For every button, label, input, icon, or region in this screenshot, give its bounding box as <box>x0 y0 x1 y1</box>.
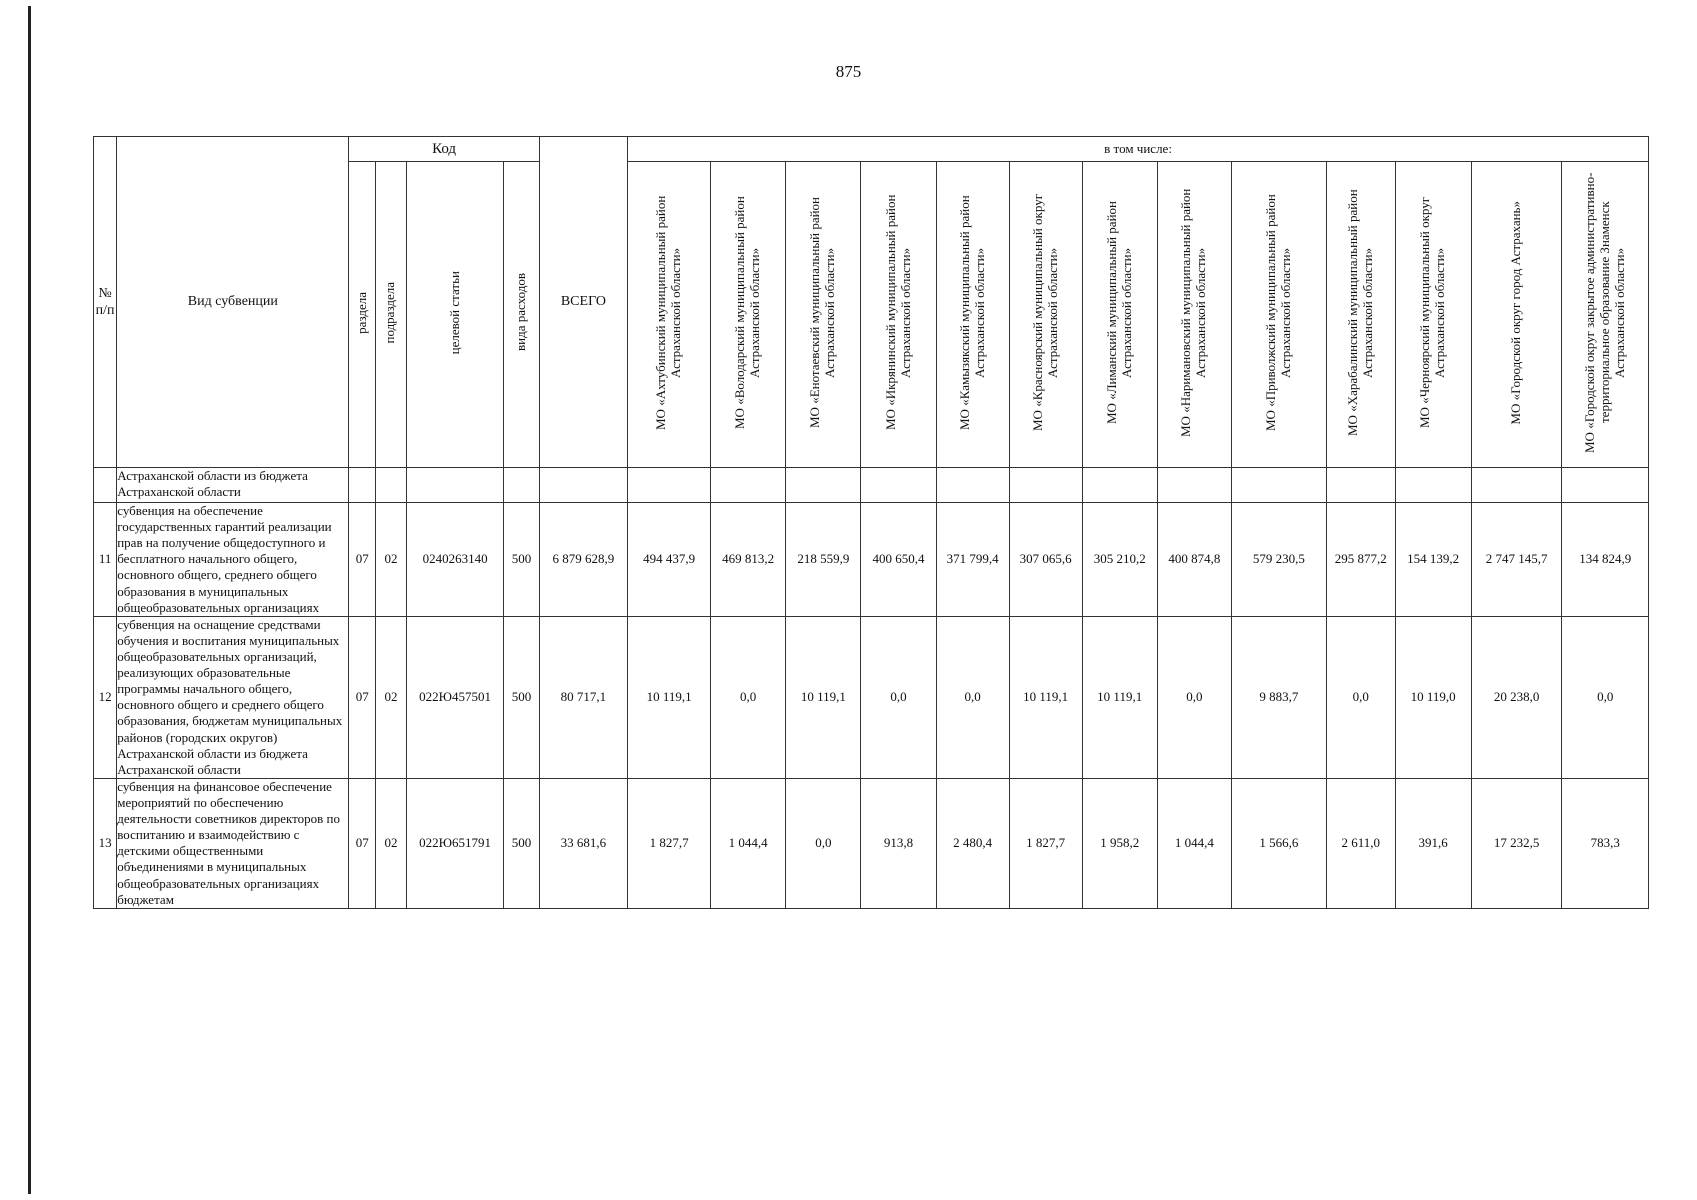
value-cell: 9 883,7 <box>1231 616 1326 778</box>
value-cell: 400 650,4 <box>861 503 936 617</box>
value-cell: 0,0 <box>1157 616 1231 778</box>
table-cell <box>349 468 376 503</box>
header-mo-znamensk: МО «Городской округ закрытое административно-территориальное образование Знаменск Астраханской области» <box>1562 162 1649 468</box>
header-mo-kharabalinsky: МО «Харабалинский муниципальный район Астраханской области» <box>1326 162 1395 468</box>
table-cell <box>1326 468 1395 503</box>
value-cell: 1 827,7 <box>628 778 711 908</box>
header-type: Вид субвенции <box>117 137 349 468</box>
value-cell: 0,0 <box>786 778 861 908</box>
continuation-text: Астраханской области из бюджета Астраханской области <box>117 468 349 503</box>
row-description: субвенция на финансовое обеспечение мероприятий по обеспечению деятельности советников директоров по воспитанию и взаимодействию с детскими общественными объединениями в муниципальных общеобразовательных организациях бюджетам <box>117 778 349 908</box>
table-cell <box>406 468 503 503</box>
value-cell: 400 874,8 <box>1157 503 1231 617</box>
table-cell <box>936 468 1009 503</box>
value-cell: 0,0 <box>1326 616 1395 778</box>
table-cell <box>375 468 406 503</box>
row-total: 6 879 628,9 <box>539 503 627 617</box>
value-cell: 1 044,4 <box>711 778 786 908</box>
value-cell: 218 559,9 <box>786 503 861 617</box>
value-cell: 17 232,5 <box>1471 778 1562 908</box>
row-razdel: 07 <box>349 616 376 778</box>
value-cell: 295 877,2 <box>1326 503 1395 617</box>
value-cell: 1 827,7 <box>1009 778 1082 908</box>
value-cell: 2 611,0 <box>1326 778 1395 908</box>
page-number: 875 <box>835 62 862 81</box>
header-mo-astrakhan: МО «Городской округ город Астрахань» <box>1471 162 1562 468</box>
row-podrazdel: 02 <box>375 778 406 908</box>
row-number: 13 <box>94 778 117 908</box>
row-razdel: 07 <box>349 503 376 617</box>
table-cell <box>1231 468 1326 503</box>
header-no: № п/п <box>94 137 117 468</box>
header-mo-krasnoyarsky: МО «Красноярский муниципальный округ Астраханской области» <box>1009 162 1082 468</box>
value-cell: 0,0 <box>711 616 786 778</box>
table-cell <box>628 468 711 503</box>
header-code: Код <box>349 137 539 162</box>
binding-line <box>28 6 31 1194</box>
value-cell: 10 119,1 <box>1082 616 1157 778</box>
table-row <box>94 778 1649 908</box>
value-cell: 913,8 <box>861 778 936 908</box>
table-cell <box>1009 468 1082 503</box>
header-mo-chernoyarsky: МО «Черноярский муниципальный округ Астраханской области» <box>1395 162 1471 468</box>
row-expense-type: 500 <box>504 503 539 617</box>
value-cell: 0,0 <box>861 616 936 778</box>
table-row <box>94 616 1649 778</box>
value-cell: 371 799,4 <box>936 503 1009 617</box>
value-cell: 494 437,9 <box>628 503 711 617</box>
table-cell <box>539 468 627 503</box>
table-cell <box>786 468 861 503</box>
value-cell: 307 065,6 <box>1009 503 1082 617</box>
table-cell <box>94 468 117 503</box>
header-mo-enotaevsky: МО «Енотаевский муниципальный район Астраханской области» <box>786 162 861 468</box>
value-cell: 1 958,2 <box>1082 778 1157 908</box>
row-description: субвенция на обеспечение государственных гарантий реализации прав на получение общедоступного и бесплатного начального общего, основного общего, среднего общего образования в муниципальных общеобразовательных организациях <box>117 503 349 617</box>
table-cell <box>711 468 786 503</box>
header-code-podrazdel: подраздела <box>375 162 406 468</box>
table-cell <box>504 468 539 503</box>
table-cell <box>1562 468 1649 503</box>
row-podrazdel: 02 <box>375 616 406 778</box>
table-cell <box>1471 468 1562 503</box>
value-cell: 305 210,2 <box>1082 503 1157 617</box>
header-mo-kamyzyaksky: МО «Камызякский муниципальный район Астраханской области» <box>936 162 1009 468</box>
table-cell <box>1157 468 1231 503</box>
value-cell: 2 747 145,7 <box>1471 503 1562 617</box>
value-cell: 134 824,9 <box>1562 503 1649 617</box>
header-including: в том числе: <box>628 137 1649 162</box>
header-mo-narimanovsky: МО «Наримановский муниципальный район Астраханской области» <box>1157 162 1231 468</box>
table-row <box>94 503 1649 617</box>
value-cell: 10 119,1 <box>1009 616 1082 778</box>
value-cell: 0,0 <box>936 616 1009 778</box>
value-cell: 469 813,2 <box>711 503 786 617</box>
row-target-article: 0240263140 <box>406 503 503 617</box>
header-mo-ikryaninsky: МО «Икрянинский муниципальный район Астраханской области» <box>861 162 936 468</box>
header-code-cel: целевой статьи <box>406 162 503 468</box>
subvention-table <box>93 136 1649 909</box>
header-total: ВСЕГО <box>539 137 627 468</box>
value-cell: 10 119,1 <box>786 616 861 778</box>
value-cell: 0,0 <box>1562 616 1649 778</box>
value-cell: 579 230,5 <box>1231 503 1326 617</box>
value-cell: 1 044,4 <box>1157 778 1231 908</box>
row-total: 33 681,6 <box>539 778 627 908</box>
value-cell: 20 238,0 <box>1471 616 1562 778</box>
header-code-vid: вида расходов <box>504 162 539 468</box>
table-cell <box>1082 468 1157 503</box>
row-target-article: 022Ю457501 <box>406 616 503 778</box>
value-cell: 2 480,4 <box>936 778 1009 908</box>
value-cell: 1 566,6 <box>1231 778 1326 908</box>
table-cell <box>1395 468 1471 503</box>
value-cell: 783,3 <box>1562 778 1649 908</box>
value-cell: 154 139,2 <box>1395 503 1471 617</box>
header-mo-volodarsky: МО «Володарский муниципальный район Астраханской области» <box>711 162 786 468</box>
header-mo-akhtubinsky: МО «Ахтубинский муниципальный район Астраханской области» <box>628 162 711 468</box>
header-mo-privolzhsky: МО «Приволжский муниципальный район Астраханской области» <box>1231 162 1326 468</box>
continuation-row <box>94 468 1649 503</box>
row-expense-type: 500 <box>504 778 539 908</box>
table-cell <box>861 468 936 503</box>
row-razdel: 07 <box>349 778 376 908</box>
row-description: субвенция на оснащение средствами обучения и воспитания муниципальных общеобразовательных организаций, реализующих образовательные программы начального общего, основного общего и среднего общего образования, бюджетам муниципальных районов (городских округов) Астраханской области из бюджета Астраханской области <box>117 616 349 778</box>
row-total: 80 717,1 <box>539 616 627 778</box>
row-target-article: 022Ю651791 <box>406 778 503 908</box>
header-mo-limansky: МО «Лиманский муниципальный район Астраханской области» <box>1082 162 1157 468</box>
value-cell: 10 119,1 <box>628 616 711 778</box>
row-podrazdel: 02 <box>375 503 406 617</box>
row-number: 12 <box>94 616 117 778</box>
header-code-razdel: раздела <box>349 162 376 468</box>
value-cell: 10 119,0 <box>1395 616 1471 778</box>
row-expense-type: 500 <box>504 616 539 778</box>
value-cell: 391,6 <box>1395 778 1471 908</box>
row-number: 11 <box>94 503 117 617</box>
